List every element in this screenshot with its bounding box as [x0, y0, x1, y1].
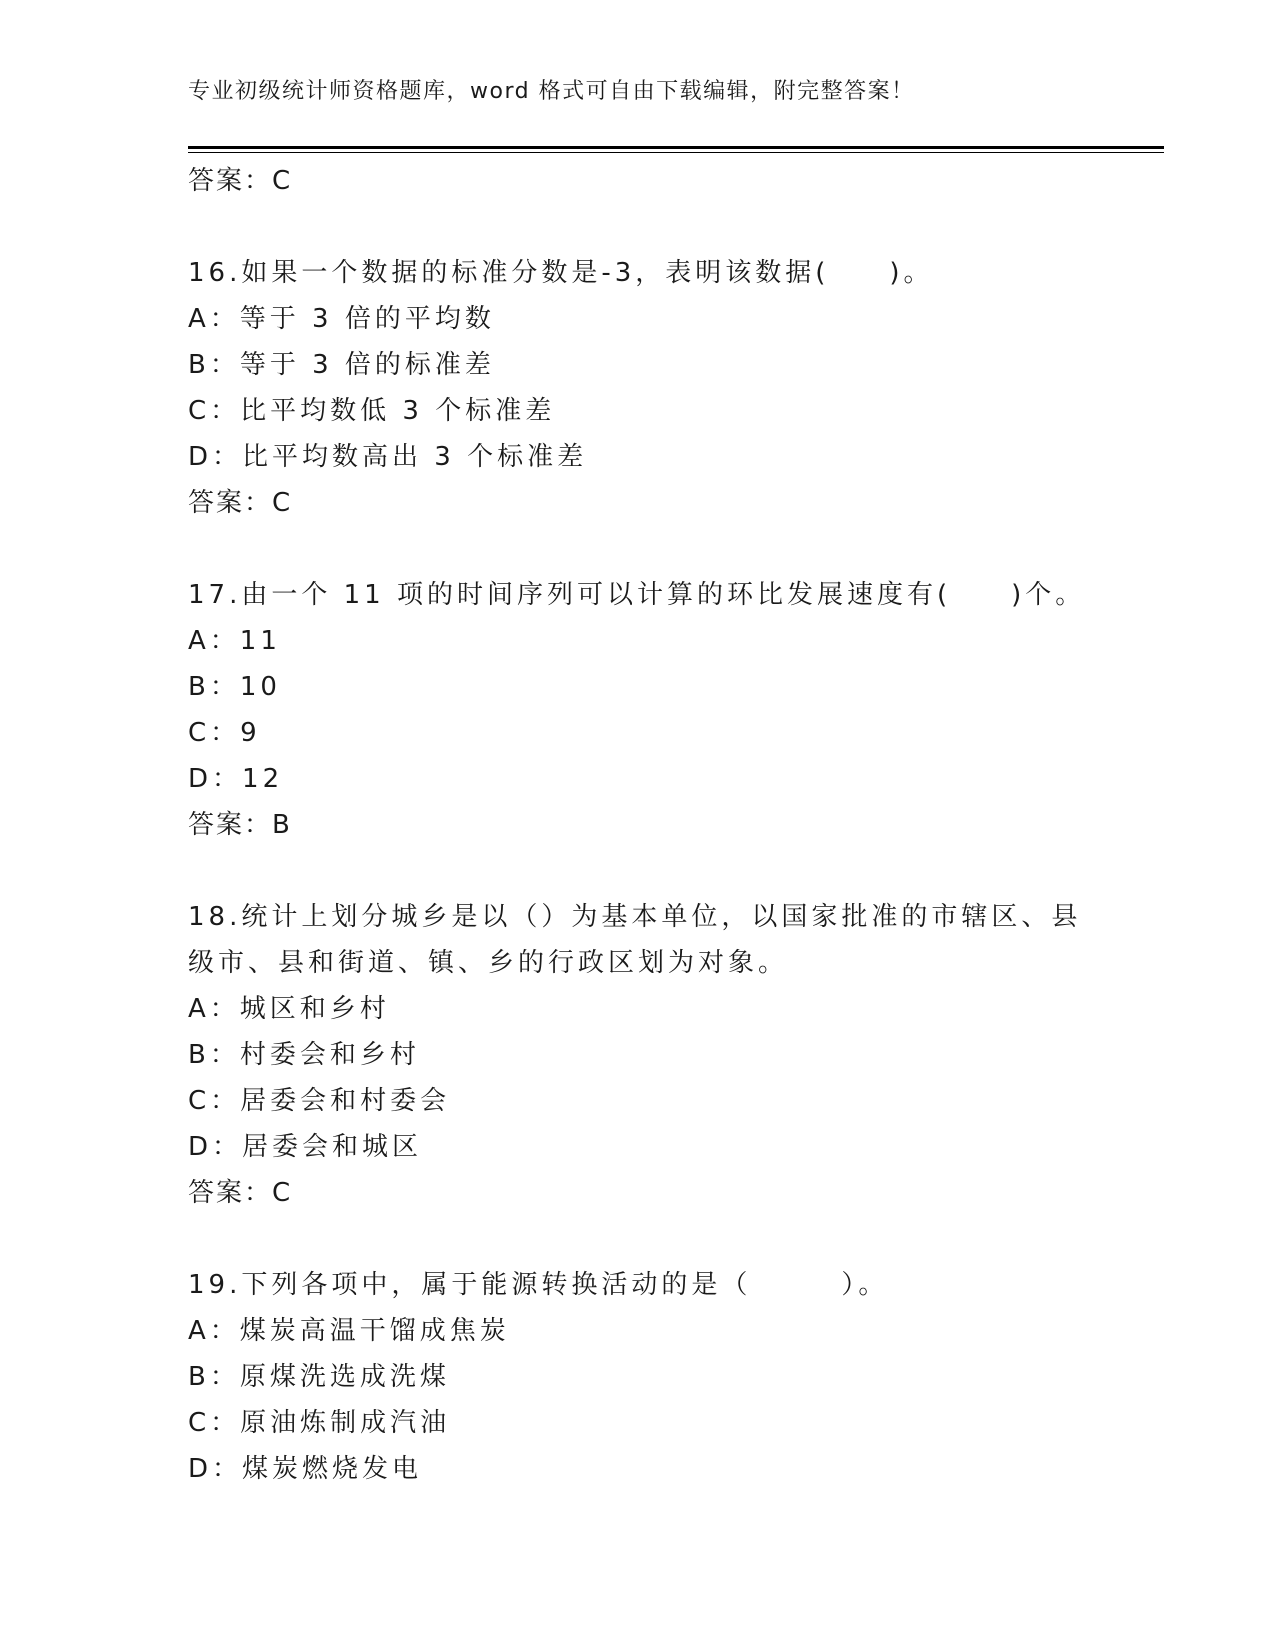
option-c: C：9 — [188, 718, 261, 748]
answer: 答案：C — [188, 1178, 293, 1208]
option-d: D：12 — [188, 764, 284, 794]
option-c: C：居委会和村委会 — [188, 1086, 451, 1116]
option-b: B：原煤洗选成洗煤 — [188, 1362, 450, 1392]
option-b: B：等于 3 倍的标准差 — [188, 350, 495, 380]
spacer — [188, 848, 1088, 894]
option-d: D：居委会和城区 — [188, 1132, 423, 1162]
question-stem: 16.如果一个数据的标准分数是-3，表明该数据( )。 — [188, 258, 934, 288]
option-d: D：煤炭燃烧发电 — [188, 1454, 423, 1484]
option-a: A：城区和乡村 — [188, 994, 390, 1024]
question-stem: 19.下列各项中，属于能源转换活动的是（ ）。 — [188, 1270, 889, 1300]
question-16 — [188, 250, 1088, 526]
document-body — [188, 158, 1088, 1492]
option-b: B：10 — [188, 672, 281, 702]
answer-15: 答案：C — [188, 166, 293, 196]
question-stem: 17.由一个 11 项的时间序列可以计算的环比发展速度有( )个。 — [188, 580, 1086, 610]
header-rule-thick — [188, 146, 1164, 149]
question-stem: 18.统计上划分城乡是以（）为基本单位，以国家批准的市辖区、县级市、县和街道、镇、乡的行政区划为对象。 — [188, 902, 1082, 978]
option-b: B：村委会和乡村 — [188, 1040, 420, 1070]
question-18 — [188, 894, 1088, 1216]
spacer — [188, 1216, 1088, 1262]
option-a: A：煤炭高温干馏成焦炭 — [188, 1316, 510, 1346]
option-a: A：等于 3 倍的平均数 — [188, 304, 495, 334]
option-c: C：比平均数低 3 个标准差 — [188, 396, 556, 426]
answer: 答案：B — [188, 810, 292, 840]
option-d: D：比平均数高出 3 个标准差 — [188, 442, 588, 472]
option-c: C：原油炼制成汽油 — [188, 1408, 451, 1438]
spacer — [188, 526, 1088, 572]
spacer — [188, 204, 1088, 250]
answer: 答案：C — [188, 488, 293, 518]
header-rule-thin — [188, 152, 1164, 153]
question-17 — [188, 572, 1088, 848]
option-a: A：11 — [188, 626, 281, 656]
page-header: 专业初级统计师资格题库，word 格式可自由下载编辑，附完整答案！ — [188, 79, 915, 104]
question-19 — [188, 1262, 1088, 1492]
